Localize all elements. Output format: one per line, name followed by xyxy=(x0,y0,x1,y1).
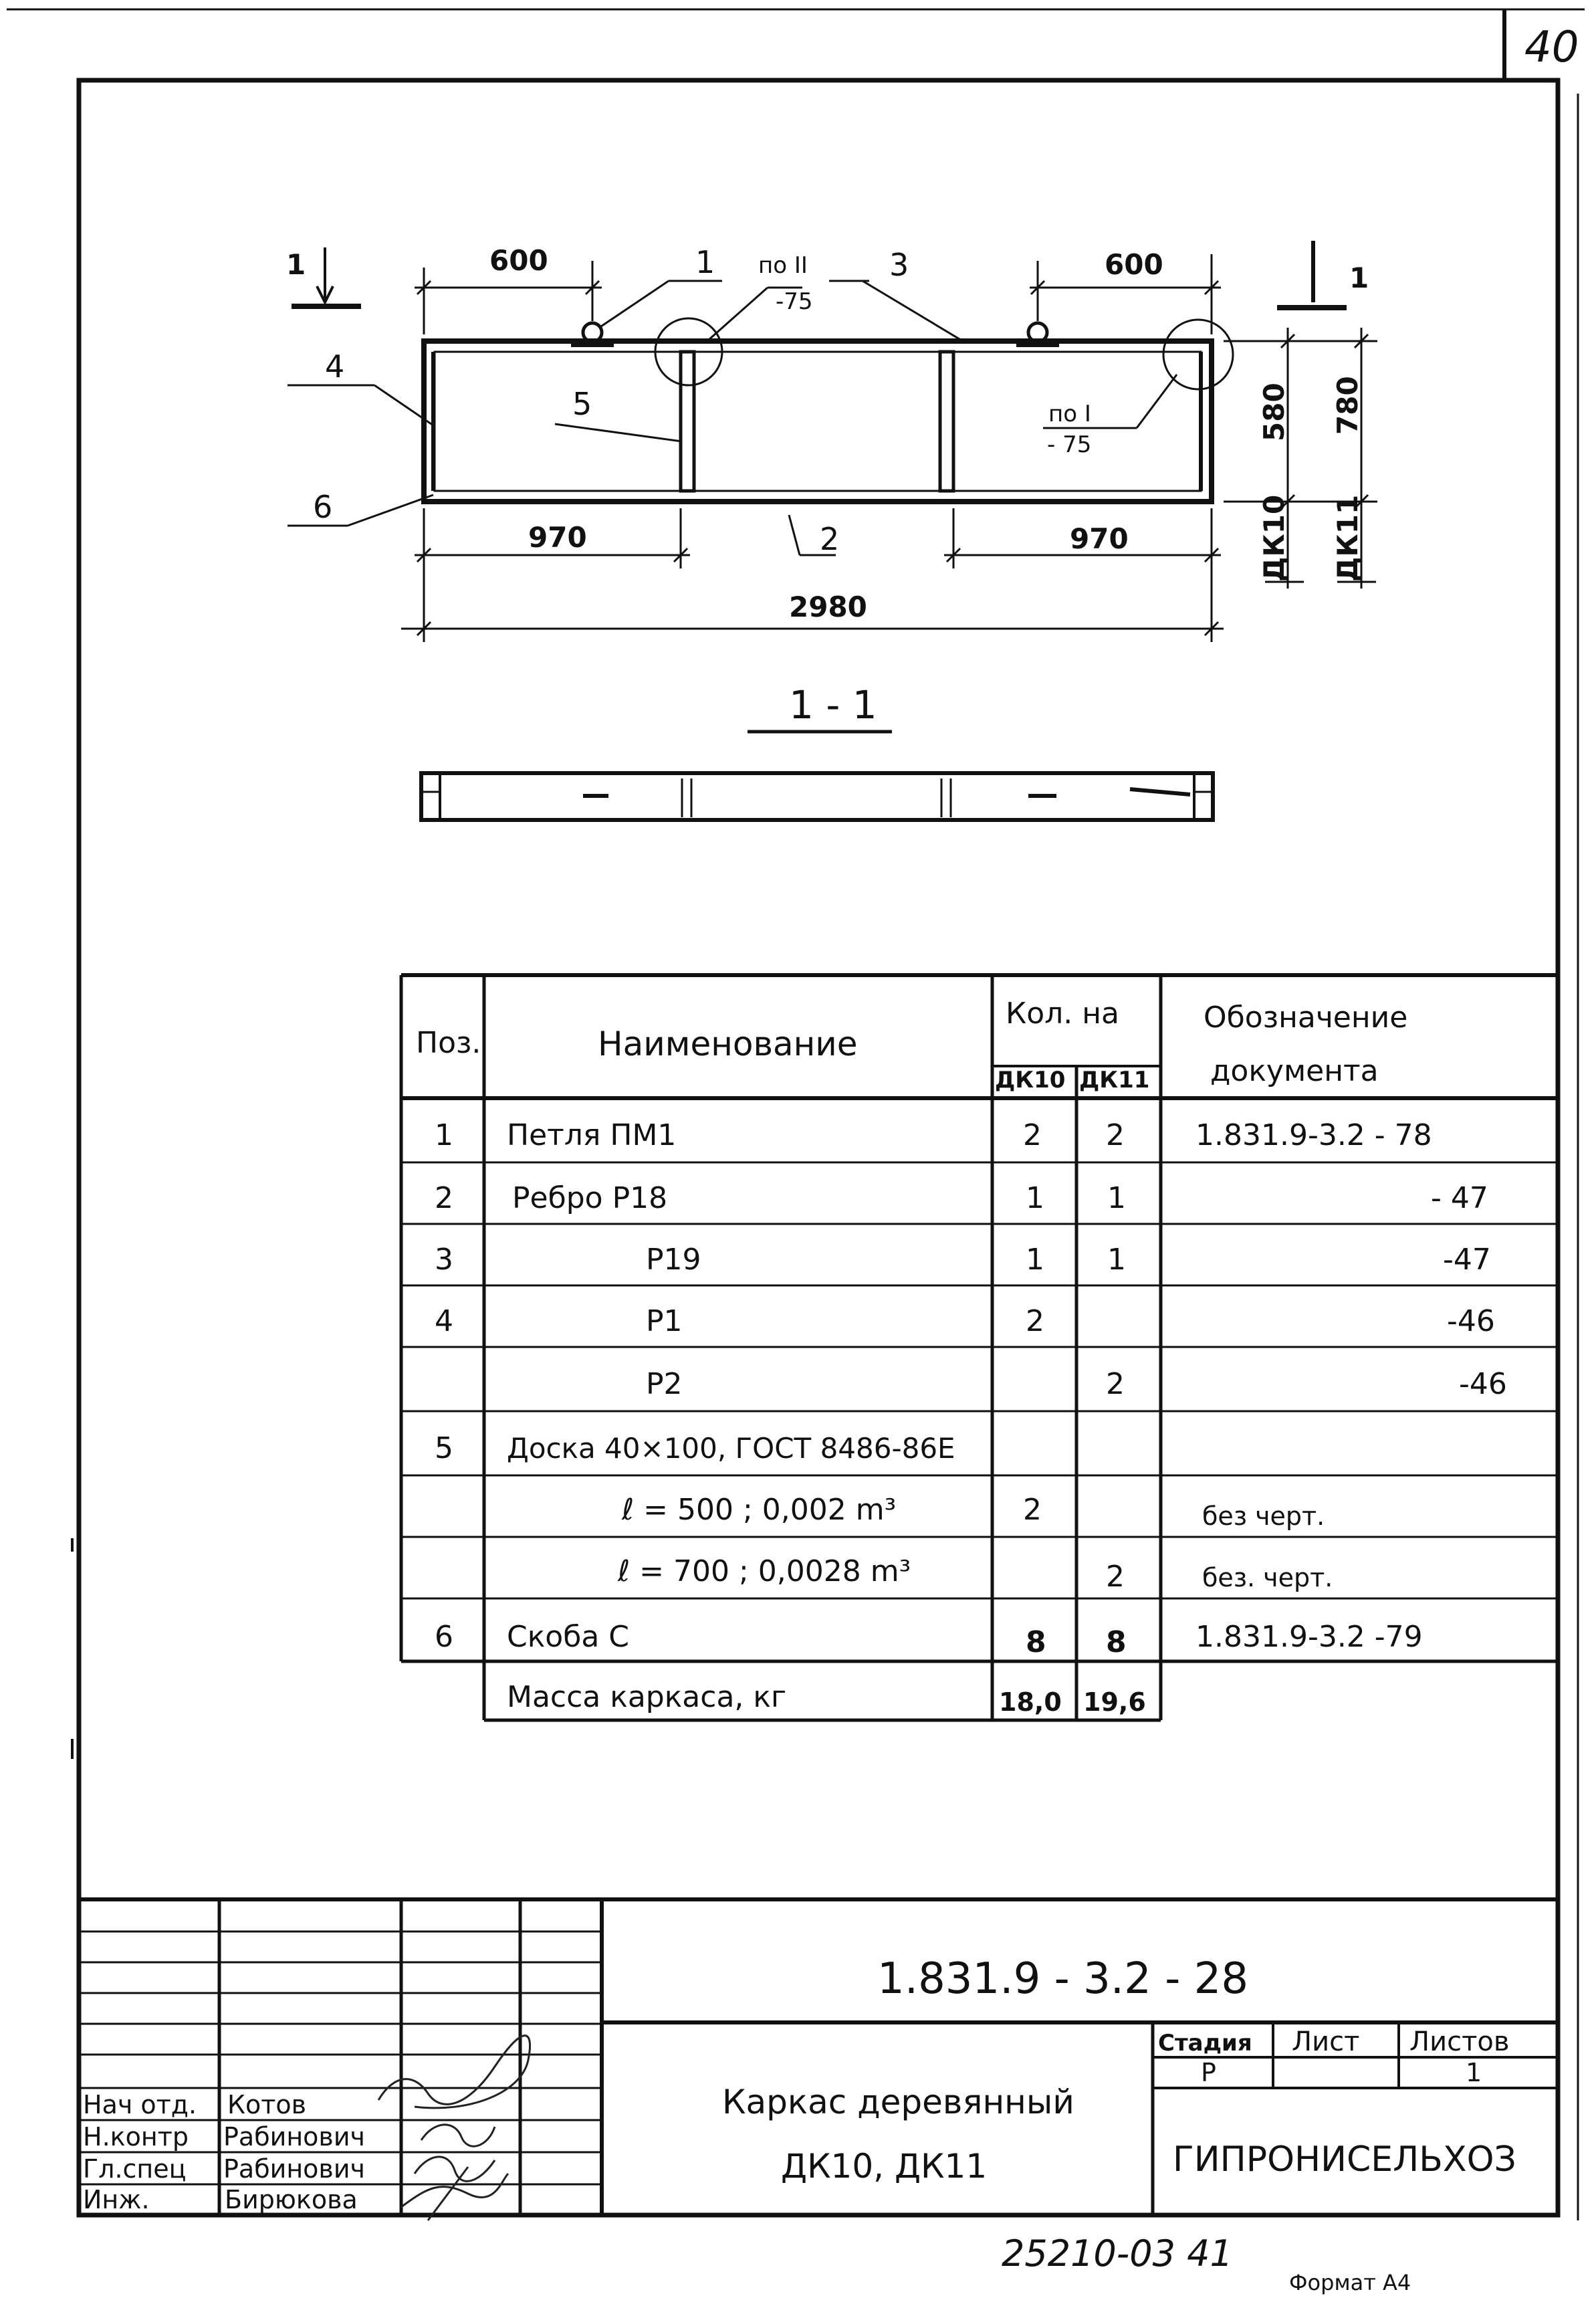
row9-doc: 1.831.9-3.2 -79 xyxy=(1195,1620,1423,1654)
frame-plan-view xyxy=(424,318,1233,502)
row1-dk11: 2 xyxy=(1106,1118,1125,1152)
callout-pos3: 3 xyxy=(889,247,909,283)
row1-doc: 1.831.9-3.2 - 78 xyxy=(1195,1118,1432,1152)
row5-dk11: 2 xyxy=(1106,1367,1125,1401)
row1-name: Петля ПМ1 xyxy=(507,1118,677,1152)
dim-overall: 2980 xyxy=(789,591,867,623)
row7-dk10: 2 xyxy=(1023,1493,1042,1527)
mass-row-name: Масса каркаса, кг xyxy=(507,1680,787,1714)
sheets-label: Листов xyxy=(1409,2026,1510,2057)
row3-doc: -47 xyxy=(1443,1243,1491,1277)
row2-doc: - 47 xyxy=(1431,1181,1488,1215)
dim-bottom-left: 970 xyxy=(528,521,587,554)
header-qty-dk11: ДК11 xyxy=(1079,1067,1150,1093)
mass-row-dk10: 18,0 xyxy=(999,1687,1062,1717)
callout-pos2: 2 xyxy=(820,521,840,557)
label-dk10-vertical: ДК10 xyxy=(1258,494,1290,582)
row9-dk10: 8 xyxy=(1026,1625,1046,1659)
header-pos: Поз. xyxy=(416,1026,481,1060)
dim-top-right: 600 xyxy=(1105,248,1163,281)
svg-text:1: 1 xyxy=(1349,262,1369,294)
row9-dk11: 8 xyxy=(1106,1625,1127,1659)
inventory-number: 25210-03 41 xyxy=(1002,2232,1233,2275)
mass-row-dk11: 19,6 xyxy=(1083,1687,1146,1717)
sheet-number: 40 xyxy=(1524,23,1579,72)
row6-name: Доска 40×100, ГОСТ 8486-86Е xyxy=(507,1432,955,1465)
sig1-name: Котов xyxy=(227,2090,307,2119)
row4-pos: 4 xyxy=(435,1304,453,1338)
section-marker-left xyxy=(286,247,361,306)
row5-doc: -46 xyxy=(1459,1367,1507,1401)
row2-dk10: 1 xyxy=(1026,1181,1044,1215)
row9-pos: 6 xyxy=(435,1620,453,1654)
row3-name: Р19 xyxy=(646,1243,701,1277)
callout-detail-ii-top: по II xyxy=(758,252,808,279)
format-label: Формат А4 xyxy=(1289,2270,1411,2295)
callout-pos6: 6 xyxy=(313,489,333,525)
row3-dk10: 1 xyxy=(1026,1243,1044,1277)
row8-dk11: 2 xyxy=(1106,1560,1125,1594)
row3-dk11: 1 xyxy=(1107,1243,1126,1277)
callout-pos4: 4 xyxy=(325,348,345,385)
row5-name: Р2 xyxy=(646,1367,683,1401)
title-line2: ДК10, ДК11 xyxy=(781,2147,988,2186)
section-marker-right xyxy=(1277,241,1369,308)
row1-pos: 1 xyxy=(435,1118,453,1152)
row9-name: Скоба С xyxy=(507,1620,630,1654)
sig4-name: Бирюкова xyxy=(225,2185,358,2214)
header-doc-line1: Обозначение xyxy=(1204,1001,1408,1035)
section-view xyxy=(421,773,1213,820)
row8-doc: без. черт. xyxy=(1202,1563,1333,1592)
header-doc-line2: документа xyxy=(1210,1054,1379,1088)
row7-name: ℓ = 500 ; 0,002 m³ xyxy=(622,1493,897,1527)
sig2-name: Рабинович xyxy=(223,2122,365,2152)
board-right xyxy=(940,352,953,491)
row4-doc: -46 xyxy=(1447,1304,1495,1338)
callout-detail-ii-bottom: -75 xyxy=(776,288,813,315)
label-dk11-vertical: ДК11 xyxy=(1331,494,1364,582)
callout-pos5: 5 xyxy=(572,386,592,422)
callout-detail-i-top: по I xyxy=(1048,401,1091,427)
header-name: Наименование xyxy=(598,1025,858,1063)
dim-bottom-right: 970 xyxy=(1070,522,1129,555)
row3-pos: 3 xyxy=(435,1243,453,1277)
sig3-name: Рабинович xyxy=(223,2154,365,2184)
row6-pos: 5 xyxy=(435,1431,453,1465)
callout-pos1: 1 xyxy=(695,244,715,280)
stage-label: Стадия xyxy=(1158,2030,1252,2057)
title-block xyxy=(79,1899,1558,2220)
title-line1: Каркас деревянный xyxy=(722,2083,1074,2121)
header-qty: Кол. на xyxy=(1006,997,1119,1031)
row2-dk11: 1 xyxy=(1107,1181,1126,1215)
sig4-role: Инж. xyxy=(83,2185,150,2214)
row2-name: Ребро Р18 xyxy=(512,1181,668,1215)
header-qty-dk10: ДК10 xyxy=(995,1067,1066,1093)
row4-dk10: 2 xyxy=(1026,1304,1044,1338)
row7-doc: без черт. xyxy=(1202,1501,1325,1531)
organization: ГИПРОНИСЕЛЬХОЗ xyxy=(1173,2139,1516,2180)
row8-name: ℓ = 700 ; 0,0028 m³ xyxy=(618,1554,911,1588)
sheet-label: Лист xyxy=(1292,2026,1360,2057)
board-left xyxy=(681,352,694,491)
sig3-role: Гл.спец xyxy=(83,2154,187,2184)
row2-pos: 2 xyxy=(435,1181,453,1215)
svg-text:1: 1 xyxy=(286,248,306,281)
dim-height-dk11: 780 xyxy=(1331,376,1364,435)
row4-name: Р1 xyxy=(646,1304,683,1338)
dim-top-left: 600 xyxy=(489,244,548,277)
row1-dk10: 2 xyxy=(1023,1118,1042,1152)
doc-code: 1.831.9 - 3.2 - 28 xyxy=(877,1954,1249,2004)
dim-height-dk10: 580 xyxy=(1258,383,1290,441)
stage-value: Р xyxy=(1201,2058,1216,2087)
sig1-role: Нач отд. xyxy=(83,2090,197,2119)
section-title: 1 - 1 xyxy=(789,682,877,728)
callout-detail-i-bottom: - 75 xyxy=(1047,431,1092,458)
sig2-role: Н.контр xyxy=(83,2122,189,2152)
sheets-value: 1 xyxy=(1466,2058,1482,2087)
